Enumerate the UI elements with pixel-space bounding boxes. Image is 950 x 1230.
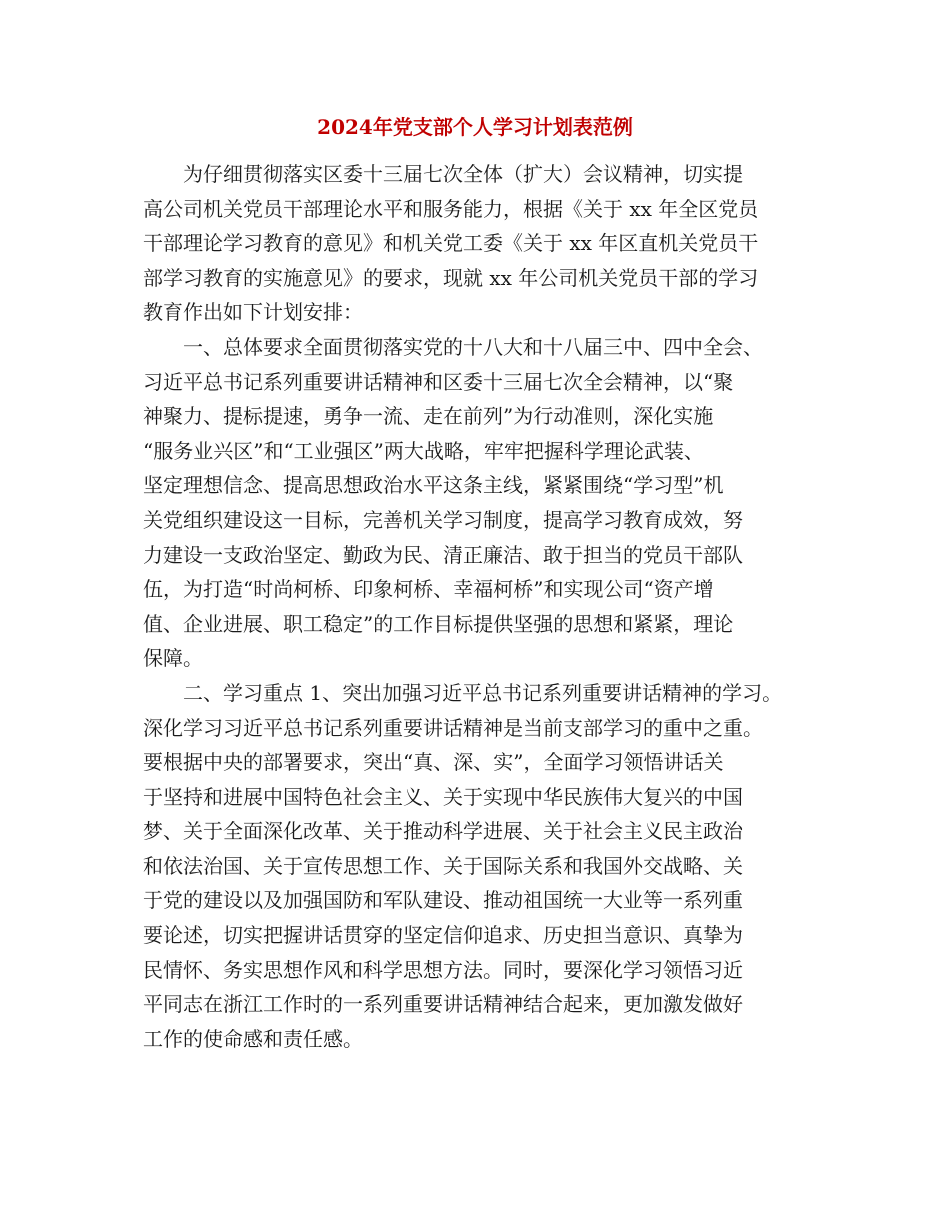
document-title: 2024年党支部个人学习计划表范例 <box>317 115 633 139</box>
text-line: 神聚力、提标提速，勇争一流、走在前列”为行动准则，深化实施 <box>143 404 714 429</box>
text-line: 高公司机关党员干部理论水平和服务能力，根据《关于 xx 年全区党员 <box>143 196 759 221</box>
paragraph-general-requirements <box>143 330 833 676</box>
text-line: 二、学习重点 1、突出加强习近平总书记系列重要讲话精神的学习。 <box>183 680 783 705</box>
text-line: 平同志在浙江工作时的一系列重要讲话精神结合起来，更加激发做好 <box>143 992 743 1017</box>
text-line: 于坚持和进展中国特色社会主义、关于实现中华民族伟大复兴的中国 <box>143 784 743 809</box>
text-line: 民情怀、务实思想作风和科学思想方法。同时，要深化学习领悟习近 <box>143 957 743 982</box>
paragraph-study-focus <box>143 676 833 1057</box>
text-line: 值、企业进展、职工稳定”的工作目标提供坚强的思想和紧紧，理论 <box>143 611 734 636</box>
text-line: 为仔细贯彻落实区委十三届七次全体（扩大）会议精神，切实提 <box>183 162 743 186</box>
text-line: 关党组织建设这一目标，完善机关学习制度，提高学习教育成效，努 <box>143 507 743 532</box>
text-line: 和依法治国、关于宣传思想工作、关于国际关系和我国外交战略、关 <box>143 853 743 878</box>
text-line: 保障。 <box>143 646 203 671</box>
document-body <box>143 157 833 1056</box>
text-line: 深化学习习近平总书记系列重要讲话精神是当前支部学习的重中之重。 <box>143 715 763 740</box>
text-line: 要论述，切实把握讲话贯穿的坚定信仰追求、历史担当意识、真挚为 <box>143 923 743 948</box>
paragraph-intro <box>143 157 833 330</box>
text-line: 要根据中央的部署要求，突出“真、深、实”，全面学习领悟讲话关 <box>143 750 724 775</box>
text-line: 于党的建设以及加强国防和军队建设、推动祖国统一大业等一系列重 <box>143 888 743 913</box>
text-line: 力建设一支政治坚定、勤政为民、清正廉洁、敢于担当的党员干部队 <box>143 542 743 567</box>
text-line: 习近平总书记系列重要讲话精神和区委十三届七次全会精神，以“聚 <box>143 369 734 394</box>
text-line: “服务业兴区”和“工业强区”两大战略，牢牢把握科学理论武装、 <box>143 438 704 463</box>
text-line: 部学习教育的实施意见》的要求，现就 xx 年公司机关党员干部的学习 <box>143 265 759 290</box>
text-line: 梦、关于全面深化改革、关于推动科学进展、关于社会主义民主政治 <box>143 819 743 844</box>
text-line: 工作的使命感和责任感。 <box>143 1026 363 1051</box>
text-line: 坚定理想信念、提高思想政治水平这条主线，紧紧围绕“学习型”机 <box>143 473 724 498</box>
text-line: 伍，为打造“时尚柯桥、印象柯桥、幸福柯桥”和实现公司“资产增 <box>143 577 714 602</box>
text-line: 干部理论学习教育的意见》和机关党工委《关于 xx 年区直机关党员干 <box>143 231 759 256</box>
text-line: 教育作出如下计划安排： <box>143 300 363 325</box>
text-line: 一、总体要求全面贯彻落实党的十八大和十八届三中、四中全会、 <box>183 334 763 359</box>
